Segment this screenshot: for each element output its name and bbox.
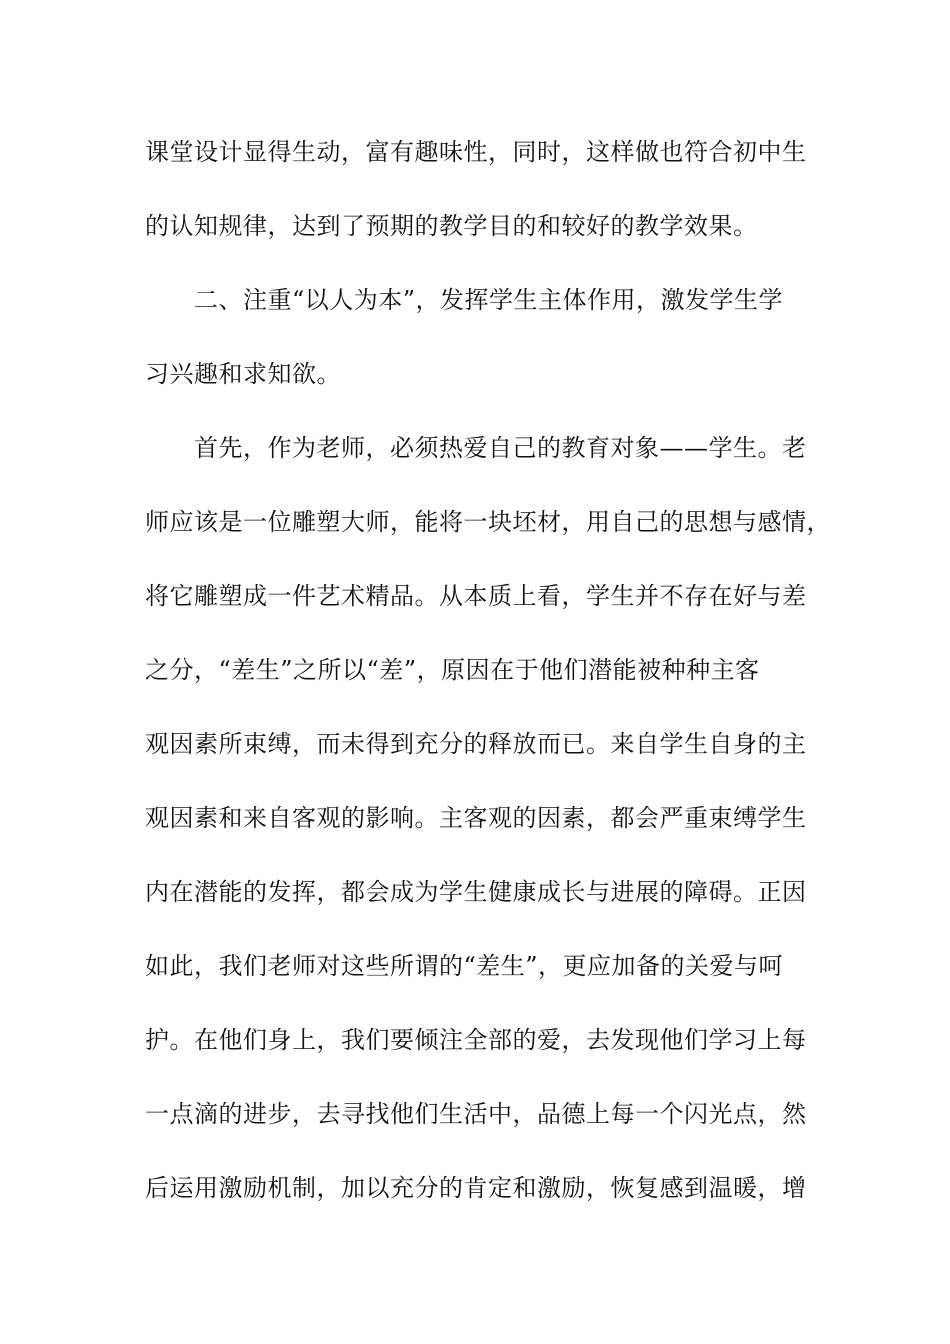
text-line: 的认知规律，达到了预期的教学目的和较好的教学效果。 [145,212,758,240]
text-line: 之分，“差生”之所以“差”，原因在于他们潜能被种种主客 [145,656,760,684]
text-line: 一点滴的进步，去寻找他们生活中，品德上每一个闪光点，然 [145,1100,807,1128]
text-line: 后运用激励机制，加以充分的肯定和激励，恢复感到温暖，增 [145,1174,807,1202]
text-line: 师应该是一位雕塑大师，能将一块坯材，用自己的思想与感情， [145,508,831,536]
text-line: 观因素和来自客观的影响。主客观的因素，都会严重束缚学生 [145,804,807,832]
section-heading-continued: 习兴趣和求知欲。 [145,360,341,388]
text-line: 护。在他们身上，我们要倾注全部的爱，去发现他们学习上每 [145,1026,807,1054]
paragraph-start: 首先，作为老师，必须热爱自己的教育对象——学生。老 [194,434,807,462]
document-body [145,128,831,1238]
text-line: 内在潜能的发挥，都会成为学生健康成长与进展的障碍。正因 [145,878,807,906]
text-line: 观因素所束缚，而未得到充分的释放而已。来自学生自身的主 [145,730,807,758]
text-line: 将它雕塑成一件艺术精品。从本质上看，学生并不存在好与差 [145,582,807,610]
section-heading: 二、注重“以人为本”，发挥学生主体作用，激发学生学 [194,286,784,314]
text-line: 课堂设计显得生动，富有趣味性，同时，这样做也符合初中生 [145,138,807,166]
text-line: 如此，我们老师对这些所谓的“差生”，更应加备的关爱与呵 [145,952,784,980]
